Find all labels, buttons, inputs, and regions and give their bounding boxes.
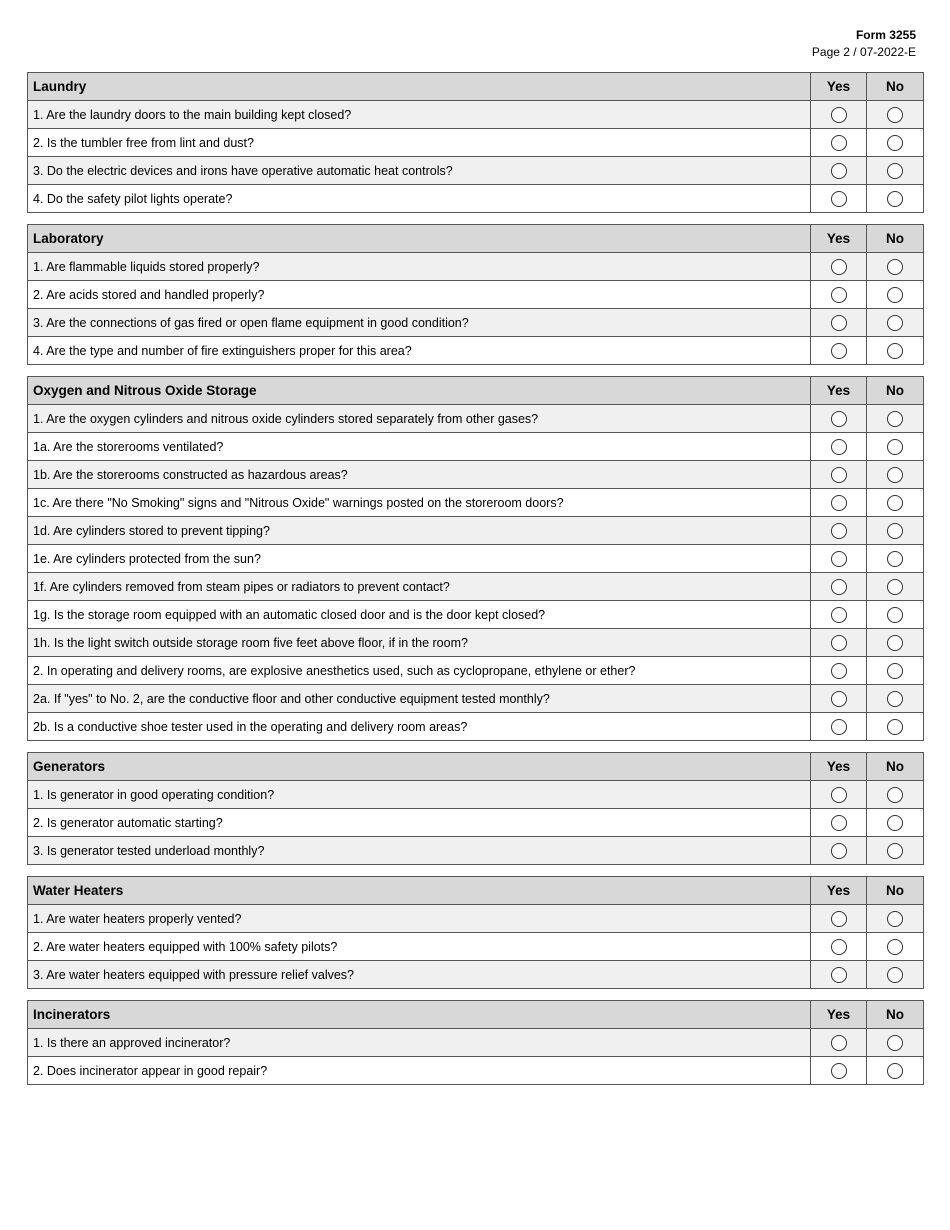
- no-cell: [867, 629, 924, 657]
- question-text: 2. Is the tumbler free from lint and dust?: [28, 129, 811, 157]
- yes-radio-button[interactable]: [831, 719, 847, 735]
- no-radio-button[interactable]: [887, 663, 903, 679]
- question-row: [28, 781, 924, 809]
- yes-radio-button[interactable]: [831, 579, 847, 595]
- question-row: [28, 601, 924, 629]
- no-cell: [867, 489, 924, 517]
- yes-radio-button[interactable]: [831, 1035, 847, 1051]
- no-column-header: No: [867, 877, 924, 905]
- no-radio-button[interactable]: [887, 163, 903, 179]
- question-text: 2. In operating and delivery rooms, are explosive anesthetics used, such as cyclopropane, ethylene or ether?: [28, 657, 811, 685]
- no-cell: [867, 713, 924, 741]
- yes-column-header: Yes: [811, 1001, 867, 1029]
- yes-radio-button[interactable]: [831, 691, 847, 707]
- no-cell: [867, 1057, 924, 1085]
- yes-column-header: Yes: [811, 73, 867, 101]
- question-row: [28, 185, 924, 213]
- yes-radio-button[interactable]: [831, 315, 847, 331]
- section-header-row: [28, 877, 924, 905]
- yes-column-header: Yes: [811, 377, 867, 405]
- no-cell: [867, 781, 924, 809]
- no-cell: [867, 961, 924, 989]
- section-laboratory: [27, 224, 924, 365]
- yes-radio-button[interactable]: [831, 439, 847, 455]
- no-cell: [867, 405, 924, 433]
- yes-cell: [811, 657, 867, 685]
- yes-cell: [811, 101, 867, 129]
- yes-column-header: Yes: [811, 225, 867, 253]
- yes-cell: [811, 337, 867, 365]
- no-cell: [867, 101, 924, 129]
- question-row: [28, 253, 924, 281]
- no-radio-button[interactable]: [887, 439, 903, 455]
- section-title: Incinerators: [28, 1001, 811, 1029]
- yes-cell: [811, 601, 867, 629]
- yes-radio-button[interactable]: [831, 191, 847, 207]
- question-text: 1e. Are cylinders protected from the sun?: [28, 545, 811, 573]
- no-cell: [867, 905, 924, 933]
- question-row: [28, 433, 924, 461]
- no-radio-button[interactable]: [887, 1063, 903, 1079]
- question-text: 2. Does incinerator appear in good repair?: [28, 1057, 811, 1085]
- no-radio-button[interactable]: [887, 523, 903, 539]
- section-laundry: [27, 72, 924, 213]
- yes-cell: [811, 1057, 867, 1085]
- question-row: [28, 657, 924, 685]
- question-text: 2b. Is a conductive shoe tester used in the operating and delivery room areas?: [28, 713, 811, 741]
- no-radio-button[interactable]: [887, 939, 903, 955]
- question-text: 4. Are the type and number of fire extinguishers proper for this area?: [28, 337, 811, 365]
- question-text: 1h. Is the light switch outside storage room five feet above floor, if in the room?: [28, 629, 811, 657]
- no-cell: [867, 433, 924, 461]
- no-cell: [867, 545, 924, 573]
- yes-radio-button[interactable]: [831, 107, 847, 123]
- no-cell: [867, 185, 924, 213]
- question-text: 1a. Are the storerooms ventilated?: [28, 433, 811, 461]
- section-title: Laundry: [28, 73, 811, 101]
- no-radio-button[interactable]: [887, 635, 903, 651]
- form-number: Form 3255: [855, 28, 916, 42]
- section-water-heaters: [27, 876, 924, 989]
- section-header-row: [28, 753, 924, 781]
- no-cell: [867, 337, 924, 365]
- question-text: 1c. Are there "No Smoking" signs and "Nitrous Oxide" warnings posted on the storeroom doors?: [28, 489, 811, 517]
- yes-cell: [811, 489, 867, 517]
- question-row: [28, 281, 924, 309]
- no-radio-button[interactable]: [887, 411, 903, 427]
- yes-column-header: Yes: [811, 877, 867, 905]
- no-column-header: No: [867, 73, 924, 101]
- question-row: [28, 573, 924, 601]
- question-text: 1. Are the oxygen cylinders and nitrous oxide cylinders stored separately from other gases?: [28, 405, 811, 433]
- section-incinerators: [27, 1000, 924, 1085]
- no-cell: [867, 157, 924, 185]
- question-text: 2. Are acids stored and handled properly?: [28, 281, 811, 309]
- no-radio-button[interactable]: [887, 787, 903, 803]
- question-row: [28, 629, 924, 657]
- question-text: 1. Are the laundry doors to the main building kept closed?: [28, 101, 811, 129]
- yes-radio-button[interactable]: [831, 259, 847, 275]
- section-header-row: [28, 1001, 924, 1029]
- yes-cell: [811, 309, 867, 337]
- question-text: 3. Are water heaters equipped with pressure relief valves?: [28, 961, 811, 989]
- section-generators: [27, 752, 924, 865]
- no-radio-button[interactable]: [887, 911, 903, 927]
- form-header: [812, 27, 916, 61]
- question-text: 1g. Is the storage room equipped with an automatic closed door and is the door kept closed?: [28, 601, 811, 629]
- no-cell: [867, 309, 924, 337]
- yes-cell: [811, 713, 867, 741]
- no-radio-button[interactable]: [887, 1035, 903, 1051]
- yes-cell: [811, 461, 867, 489]
- yes-cell: [811, 781, 867, 809]
- question-row: [28, 489, 924, 517]
- question-row: [28, 1029, 924, 1057]
- question-row: [28, 101, 924, 129]
- no-cell: [867, 1029, 924, 1057]
- yes-radio-button[interactable]: [831, 135, 847, 151]
- section-header-row: [28, 377, 924, 405]
- yes-cell: [811, 573, 867, 601]
- question-text: 1d. Are cylinders stored to prevent tipping?: [28, 517, 811, 545]
- no-cell: [867, 657, 924, 685]
- question-text: 2. Is generator automatic starting?: [28, 809, 811, 837]
- no-cell: [867, 129, 924, 157]
- question-text: 3. Are the connections of gas fired or open flame equipment in good condition?: [28, 309, 811, 337]
- no-radio-button[interactable]: [887, 495, 903, 511]
- question-row: [28, 517, 924, 545]
- question-row: [28, 1057, 924, 1085]
- question-row: [28, 461, 924, 489]
- yes-cell: [811, 629, 867, 657]
- question-row: [28, 405, 924, 433]
- no-column-header: No: [867, 1001, 924, 1029]
- question-row: [28, 905, 924, 933]
- yes-radio-button[interactable]: [831, 467, 847, 483]
- no-cell: [867, 517, 924, 545]
- question-row: [28, 337, 924, 365]
- yes-radio-button[interactable]: [831, 843, 847, 859]
- section-oxygen-and-nitrous-oxide-storage: [27, 376, 924, 741]
- yes-cell: [811, 253, 867, 281]
- section-title: Oxygen and Nitrous Oxide Storage: [28, 377, 811, 405]
- question-text: 1. Is there an approved incinerator?: [28, 1029, 811, 1057]
- question-text: 4. Do the safety pilot lights operate?: [28, 185, 811, 213]
- yes-cell: [811, 685, 867, 713]
- yes-radio-button[interactable]: [831, 551, 847, 567]
- question-row: [28, 713, 924, 741]
- section-header-row: [28, 73, 924, 101]
- no-cell: [867, 685, 924, 713]
- question-row: [28, 309, 924, 337]
- section-title: Generators: [28, 753, 811, 781]
- no-column-header: No: [867, 225, 924, 253]
- yes-cell: [811, 1029, 867, 1057]
- yes-radio-button[interactable]: [831, 523, 847, 539]
- question-row: [28, 961, 924, 989]
- no-radio-button[interactable]: [887, 843, 903, 859]
- section-header-row: [28, 225, 924, 253]
- no-radio-button[interactable]: [887, 551, 903, 567]
- no-radio-button[interactable]: [887, 191, 903, 207]
- question-text: 3. Do the electric devices and irons have operative automatic heat controls?: [28, 157, 811, 185]
- no-cell: [867, 601, 924, 629]
- yes-radio-button[interactable]: [831, 163, 847, 179]
- no-radio-button[interactable]: [887, 107, 903, 123]
- question-text: 1. Is generator in good operating condition?: [28, 781, 811, 809]
- question-row: [28, 837, 924, 865]
- no-cell: [867, 837, 924, 865]
- yes-cell: [811, 905, 867, 933]
- no-cell: [867, 573, 924, 601]
- question-text: 1f. Are cylinders removed from steam pipes or radiators to prevent contact?: [28, 573, 811, 601]
- yes-radio-button[interactable]: [831, 815, 847, 831]
- yes-cell: [811, 933, 867, 961]
- yes-cell: [811, 545, 867, 573]
- yes-radio-button[interactable]: [831, 787, 847, 803]
- question-row: [28, 685, 924, 713]
- yes-cell: [811, 837, 867, 865]
- no-radio-button[interactable]: [887, 607, 903, 623]
- section-title: Laboratory: [28, 225, 811, 253]
- no-cell: [867, 461, 924, 489]
- yes-cell: [811, 185, 867, 213]
- no-radio-button[interactable]: [887, 579, 903, 595]
- no-radio-button[interactable]: [887, 815, 903, 831]
- yes-column-header: Yes: [811, 753, 867, 781]
- question-text: 3. Is generator tested underload monthly?: [28, 837, 811, 865]
- question-row: [28, 545, 924, 573]
- yes-radio-button[interactable]: [831, 411, 847, 427]
- yes-cell: [811, 157, 867, 185]
- no-radio-button[interactable]: [887, 135, 903, 151]
- checklist-sections: [27, 72, 923, 1096]
- no-radio-button[interactable]: [887, 287, 903, 303]
- no-cell: [867, 933, 924, 961]
- yes-radio-button[interactable]: [831, 635, 847, 651]
- no-radio-button[interactable]: [887, 967, 903, 983]
- no-radio-button[interactable]: [887, 719, 903, 735]
- question-row: [28, 933, 924, 961]
- no-cell: [867, 281, 924, 309]
- yes-cell: [811, 405, 867, 433]
- yes-cell: [811, 433, 867, 461]
- yes-radio-button[interactable]: [831, 967, 847, 983]
- yes-radio-button[interactable]: [831, 495, 847, 511]
- question-text: 2. Are water heaters equipped with 100% safety pilots?: [28, 933, 811, 961]
- page-info: Page 2 / 07-2022-E: [811, 45, 916, 59]
- yes-cell: [811, 961, 867, 989]
- no-column-header: No: [867, 753, 924, 781]
- question-text: 1b. Are the storerooms constructed as hazardous areas?: [28, 461, 811, 489]
- yes-cell: [811, 129, 867, 157]
- question-text: 1. Are flammable liquids stored properly?: [28, 253, 811, 281]
- question-row: [28, 129, 924, 157]
- no-cell: [867, 253, 924, 281]
- yes-radio-button[interactable]: [831, 607, 847, 623]
- no-cell: [867, 809, 924, 837]
- question-row: [28, 809, 924, 837]
- yes-radio-button[interactable]: [831, 287, 847, 303]
- yes-cell: [811, 809, 867, 837]
- question-text: 1. Are water heaters properly vented?: [28, 905, 811, 933]
- question-text: 2a. If "yes" to No. 2, are the conductive floor and other conductive equipment tested monthly?: [28, 685, 811, 713]
- yes-cell: [811, 281, 867, 309]
- yes-radio-button[interactable]: [831, 939, 847, 955]
- yes-radio-button[interactable]: [831, 663, 847, 679]
- no-radio-button[interactable]: [887, 691, 903, 707]
- yes-radio-button[interactable]: [831, 911, 847, 927]
- no-radio-button[interactable]: [887, 259, 903, 275]
- no-radio-button[interactable]: [887, 315, 903, 331]
- no-radio-button[interactable]: [887, 467, 903, 483]
- yes-radio-button[interactable]: [831, 1063, 847, 1079]
- no-radio-button[interactable]: [887, 343, 903, 359]
- section-title: Water Heaters: [28, 877, 811, 905]
- yes-radio-button[interactable]: [831, 343, 847, 359]
- question-row: [28, 157, 924, 185]
- no-column-header: No: [867, 377, 924, 405]
- yes-cell: [811, 517, 867, 545]
